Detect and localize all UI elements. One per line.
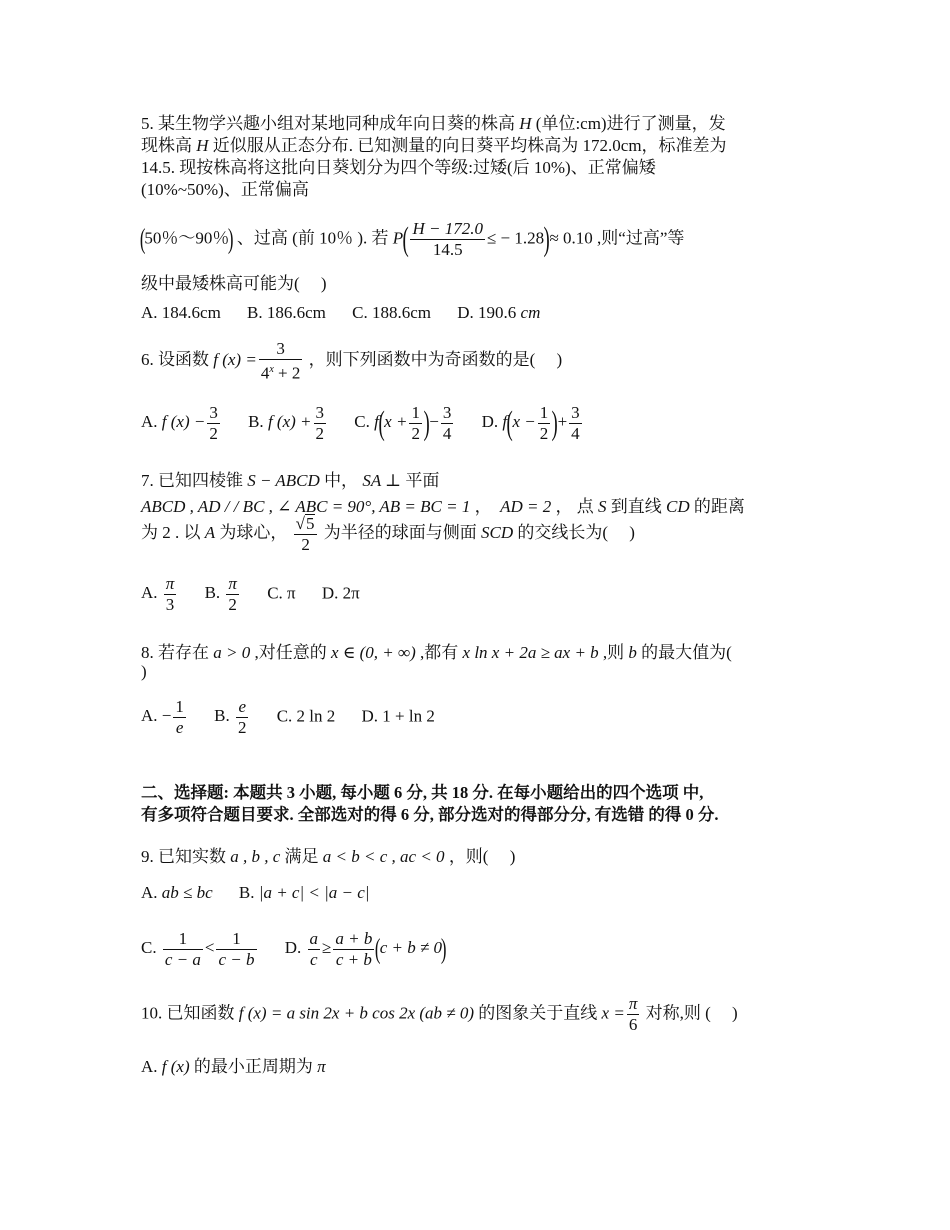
- q5-option-c: C. 188.6cm: [352, 303, 432, 322]
- q7-option-d: D. 2π: [321, 583, 360, 603]
- q8-option-b: B. $\frac{e}{2}$: [214, 697, 247, 737]
- q9-option-c: C. $\frac{1}{c - a}$ < $\frac{1}{c - b}$: [141, 929, 255, 969]
- radius-fraction: $\frac{√5}{2}$: [294, 514, 318, 554]
- var-H: H: [519, 114, 532, 133]
- question-7-line-3: 为 2 . 以 A 为球心， $\frac{√5}{2}$ 为半径的球面与侧面 SCD 的交线长为( ): [141, 514, 635, 554]
- q9-option-d: D. $\frac{a}{c}$ ≥ $\frac{a + b}{c + b}$ (c + b ≠ 0): [284, 929, 447, 969]
- question-7-line-2: ABCD , AD / / BC , ∠ ABC = 90°, AB = BC = 1 ， AD = 2 ， 点 S 到直线 CD 的距离: [141, 497, 745, 516]
- q5-option-b: B. 186.6cm: [247, 303, 326, 322]
- q8-options: [141, 698, 435, 737]
- q6-option-c: C. f(x + $\frac{1}{2}$ )− $\frac{3}{4}$: [354, 403, 452, 443]
- q5-option-a: A. 184.6cm: [141, 303, 221, 322]
- q10-option-a: A. f (x) 的最小正周期为 π: [141, 1057, 326, 1076]
- q5-line-3: 14.5. 现按株高将这批向日葵划分为四个等级:过矮(后 10%)、正常偏矮: [141, 158, 656, 177]
- q7-option-c: C. π: [267, 583, 296, 603]
- question-5: [141, 113, 811, 201]
- q6-option-b: B. f (x) + $\frac{3}{2}$: [248, 403, 324, 443]
- question-10: 10. 已知函数 f (x) = a sin 2x + b cos 2x (ab ≠ 0) 的图象关于直线 x = $\frac{\pi}{6}$ 对称,则 ( ): [141, 994, 738, 1034]
- q8-option-a: A. − $\frac{1}{e}$: [141, 697, 184, 737]
- q5-options: [141, 303, 540, 323]
- q9-options-ab: [141, 883, 369, 903]
- q5-line-6: 级中最矮株高可能为( ): [141, 274, 327, 293]
- q5-option-d: D. 190.6 cm: [457, 303, 541, 322]
- question-8-line-1: 8. 若存在 a > 0 ,对任意的 x ∈ (0, + ∞) ,都有 x ln x + 2a ≥ ax + b ,则 b 的最大值为(: [141, 643, 732, 662]
- q5-line-4: (10%~50%)、正常偏高: [141, 180, 309, 199]
- q8-option-d: D. 1 + ln 2: [361, 706, 435, 726]
- q6-option-a: A. f (x) − $\frac{3}{2}$: [141, 403, 218, 443]
- question-8-line-2: ): [141, 662, 147, 681]
- q6-options: [141, 404, 584, 443]
- q5-line-5: (50％～90％) 、过高 (前 10％ ). 若 P( $\frac{H - 172.0}{14.5}$ ≤ − 1.28)≈ 0.10 ,则“过高”等: [139, 219, 685, 259]
- q7-option-a: A. $\frac{\pi}{3}$: [141, 574, 175, 614]
- question-6: 6. 设函数 f (x) = $\frac{3}{4^x + 2}$ ，则下列函数中为奇函数的是( ): [141, 339, 563, 383]
- q6-option-d: D. f(x − $\frac{1}{2}$ )+ $\frac{3}{4}$: [481, 403, 580, 443]
- question-9: 9. 已知实数 a , b , c 满足 a < b < c , ac < 0 ，则( ): [141, 847, 516, 866]
- q9-options-cd: [141, 930, 445, 969]
- q7-option-b: B. $\frac{\pi}{2}$: [204, 574, 237, 614]
- q5-line-1: 5. 某生物学兴趣小组对某地同种成年向日葵的株高 H (单位:cm)进行了测量，发: [141, 114, 726, 133]
- q8-option-c: C. 2 ln 2: [276, 706, 336, 726]
- question-7-line-1: 7. 已知四棱锥 S − ABCD 中， SA ⊥ 平面: [141, 471, 440, 490]
- section-2-heading: 二、选择题: 本题共 3 小题, 每小题 6 分, 共 18 分. 在每小题给出的四个选项 中, 有多项符合题目要求. 全部选对的得 6 分, 部分选对的得部分分, 有选错 的得 0 分.: [141, 783, 719, 824]
- q5-line-2: 现株高 H 近似服从正态分布. 已知测量的向日葵平均株高为 172.0cm，标准差为: [141, 136, 727, 155]
- q5-fraction: $\frac{H - 172.0}{14.5}$: [412, 219, 483, 259]
- q9-option-a: A. ab ≤ bc: [141, 883, 213, 902]
- q9-option-b: B. |a + c| < |a − c|: [238, 883, 370, 902]
- var-H-2: H: [196, 136, 209, 155]
- q7-options: [141, 575, 360, 614]
